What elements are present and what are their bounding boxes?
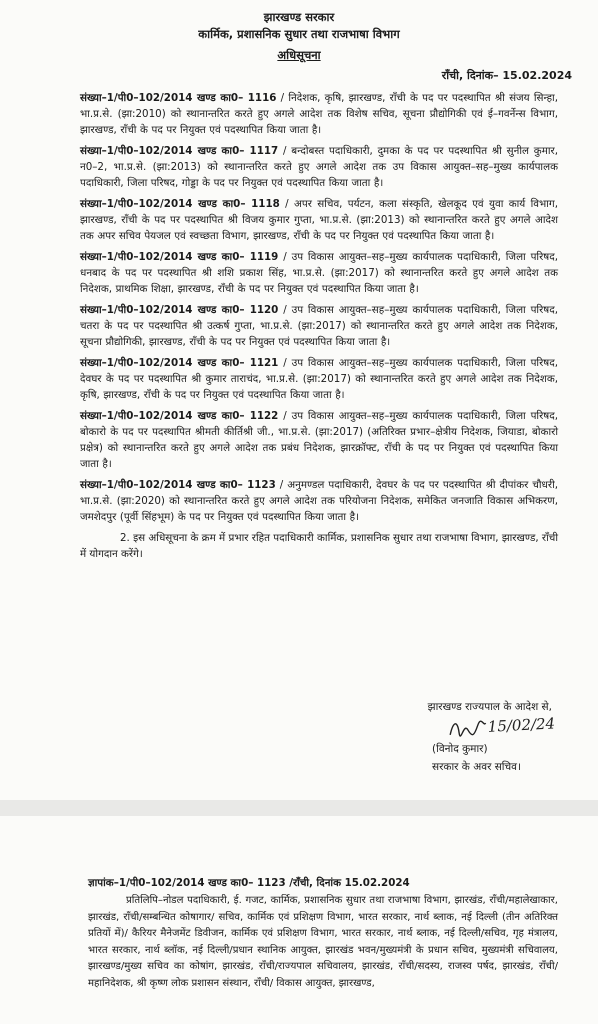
order-list: [80, 90, 558, 562]
order-text: / उप विकास आयुक्त–सह–मुख्य कार्यपालक पदाधिकारी, जिला परिषद, धनबाद के पद पर पदस्थापित श्री शशि प्रकाश सिंह, भा.प्र.से. (झा:2017) को स्थानान्तरित करते हुए अगले आदेश तक निदेशक, प्राथमिक शिक्षा, झारखण्ड, राँची के पद पर नियुक्त एवं पदस्थापित किया जाता है।: [80, 251, 558, 295]
order-number: संख्या–1/पी0–102/2014 खण्ड का0– 1117: [80, 145, 279, 157]
order-text: / उप विकास आयुक्त–सह–मुख्य कार्यपालक पदाधिकारी, जिला परिषद, देवघर के पद पर पदस्थापित श्री कुमार ताराचंद, भा.प्र.से. (झा:2017) को स्थानान्तरित करते हुए अगले आदेश तक निदेशक, कृषि, झारखण्ड, राँची के पद पर नियुक्त एवं पदस्थापित किया जाता है।: [80, 357, 558, 401]
order-number: संख्या–1/पी0–102/2014 खण्ड का0– 1118: [80, 198, 280, 210]
signatory-name: (विनोद कुमार): [432, 743, 488, 755]
order-number: संख्या–1/पी0–102/2014 खण्ड का0– 1116: [80, 92, 277, 104]
order-text: / अनुमण्डल पदाधिकारी, देवघर के पद पर पदस्थापित श्री दीपांकर चौधरी, भा.प्र.से. (झा:2020) को स्थानान्तरित करते हुए अगले आदेश तक परियोजना निदेशक, समेकित जनजाति विकास अभिकरण, जमशेदपुर (पूर्वी सिंहभूम) के पद पर नियुक्त एवं पदस्थापित किया जाता है।: [80, 479, 559, 523]
document-title-text: अधिसूचना: [277, 48, 321, 62]
order-text: / निदेशक, कृषि, झारखण्ड, राँची के पद पर पदस्थापित श्री संजय सिन्हा, भा.प्र.से. (झा:2010) को स्थानान्तरित करते हुए अगले आदेश तक विशेष सचिव, सूचना प्रौद्योगिकी एवं ई–गवर्नेन्स विभाग, झारखण्ड, राँची के पद पर नियुक्त एवं पदस्थापित किया जाता है।: [80, 92, 559, 136]
document-title: [0, 48, 598, 63]
order-item: [80, 249, 558, 297]
signature-date: 15/02/24: [487, 714, 556, 736]
order-number: संख्या–1/पी0–102/2014 खण्ड का0– 1122: [80, 410, 279, 422]
order-number: संख्या–1/पी0–102/2014 खण्ड का0– 1120: [80, 304, 279, 316]
order-item: [80, 90, 558, 138]
signatory-designation: सरकार के अवर सचिव।: [432, 761, 522, 773]
order-text: / बन्दोबस्त पदाधिकारी, दुमका के पद पर पदस्थापित श्री सुनील कुमार, न0–2, भा.प्र.से. (झा:2013) को स्थानान्तरित करते हुए अगले आदेश तक उप विकास आयुक्त–सह–मुख्य कार्यपालक पदाधिकारी, जिला परिषद, गोड्डा के पद पर नियुक्त एवं पदस्थापित किया जाता है।: [80, 145, 559, 189]
order-number: संख्या–1/पी0–102/2014 खण्ड का0– 1119: [80, 251, 279, 263]
order-text: / उप विकास आयुक्त–सह–मुख्य कार्यपालक पदाधिकारी, जिला परिषद, बोकारो के पद पर पदस्थापित श्रीमती कीर्तिश्री जी., भा.प्र.से. (झा:2017) (अतिरिक्त प्रभार–क्षेत्रीय निदेशक, जियाडा, बोकारो प्रक्षेत्र) को स्थानान्तरित करते हुए अगले आदेश तक प्रबंध निदेशक, झारक्रॉफ्ट, राँची के पद पर नियुक्त एवं पदस्थापित किया जाता है।: [80, 410, 558, 470]
order-item: [80, 355, 558, 403]
order-item: [80, 408, 558, 472]
by-order-of-governor: झारखण्ड राज्यपाल के आदेश से,: [427, 701, 552, 713]
signature-scribble-icon: [447, 717, 488, 741]
order-item: [80, 477, 558, 525]
order-number: संख्या–1/पी0–102/2014 खण्ड का0– 1121: [80, 357, 279, 369]
signature: [447, 712, 578, 745]
order-text: / अपर सचिव, पर्यटन, कला संस्कृति, खेलकूद एवं युवा कार्य विभाग, झारखण्ड, राँची के पद पर पदस्थापित श्री विजय कुमार गुप्ता, भा.प्र.से. (झा:2013) को स्थानान्तरित करते हुए अगले आदेश तक अपर सचिव पेयजल एवं स्वच्छता विभाग, झारखण्ड, राँची के पद पर नियुक्त एवं पदस्थापित किया जाता है।: [80, 198, 558, 242]
joining-instruction: 2. इस अधिसूचना के क्रम में प्रभार रहित पदाधिकारी कार्मिक, प्रशासनिक सुधार तथा राजभाषा विभाग, झारखण्ड, राँची में योगदान करेंगे।: [80, 532, 558, 560]
memo-number: ज्ञापांक–1/पी0–102/2014 खण्ड का0– 1123 /राँची, दिनांक 15.02.2024: [88, 877, 410, 889]
order-item: [80, 196, 558, 244]
government-name: झारखण्ड सरकार: [263, 10, 335, 24]
order-number: संख्या–1/पी0–102/2014 खण्ड का0– 1123: [80, 479, 276, 491]
order-item: [80, 302, 558, 350]
memo-page: [0, 816, 598, 1024]
order-text: / उप विकास आयुक्त–सह–मुख्य कार्यपालक पदाधिकारी, जिला परिषद, चतरा के पद पर पदस्थापित श्री उत्कर्ष गुप्ता, भा.प्र.से. (झा:2017) को स्थानान्तरित करते हुए अगले आदेश तक निदेशक, सूचना प्रौद्योगिकी, झारखण्ड, राँची के पद पर नियुक्त एवं पदस्थापित किया जाता है।: [80, 304, 558, 348]
order-item: [80, 143, 558, 191]
place-date: राँची, दिनांक– 15.02.2024: [441, 69, 572, 82]
department-name: कार्मिक, प्रशासनिक सुधार तथा राजभाषा विभाग: [198, 27, 400, 41]
memo-copy-list: प्रतिलिपि–नोडल पदाधिकारी, ई. गजट, कार्मिक, प्रशासनिक सुधार तथा राजभाषा विभाग, झारखंड, राँची/महालेखाकार, झारखंड, राँची/सम्बन्धित कोषागार/ सचिव, कार्मिक एवं प्रशिक्षण विभाग, भारत सरकार, नार्थ ब्लाक, नई दिल्ली (तीन अतिरिक्त प्रतियों में)/ कैरियर मैनेजमेंट डिवीजन, कार्मिक एवं प्रशिक्षण विभाग, भारत सरकार, नार्थ ब्लाक, नई दिल्ली/सचिव, गृह मंत्रालय, भारत सरकार, नार्थ ब्लॉक, नई दिल्ली/प्रधान स्थानिक आयुक्त, झारखंड भवन/मुख्यमंत्री के प्रधान सचिव, मुख्यमंत्री सचिवालय, झारखण्ड/मुख्य सचिव का कोषांग, झारखंड, राँची/राज्यपाल सचिवालय, झारखंड, राँची/सदस्य, राजस्व पर्षद, झारखंड, राँची/महानिदेशक, श्री कृष्ण लोक प्रशासन संस्थान, राँची/ विकास आयुक्त, झारखण्ड,: [88, 895, 558, 989]
